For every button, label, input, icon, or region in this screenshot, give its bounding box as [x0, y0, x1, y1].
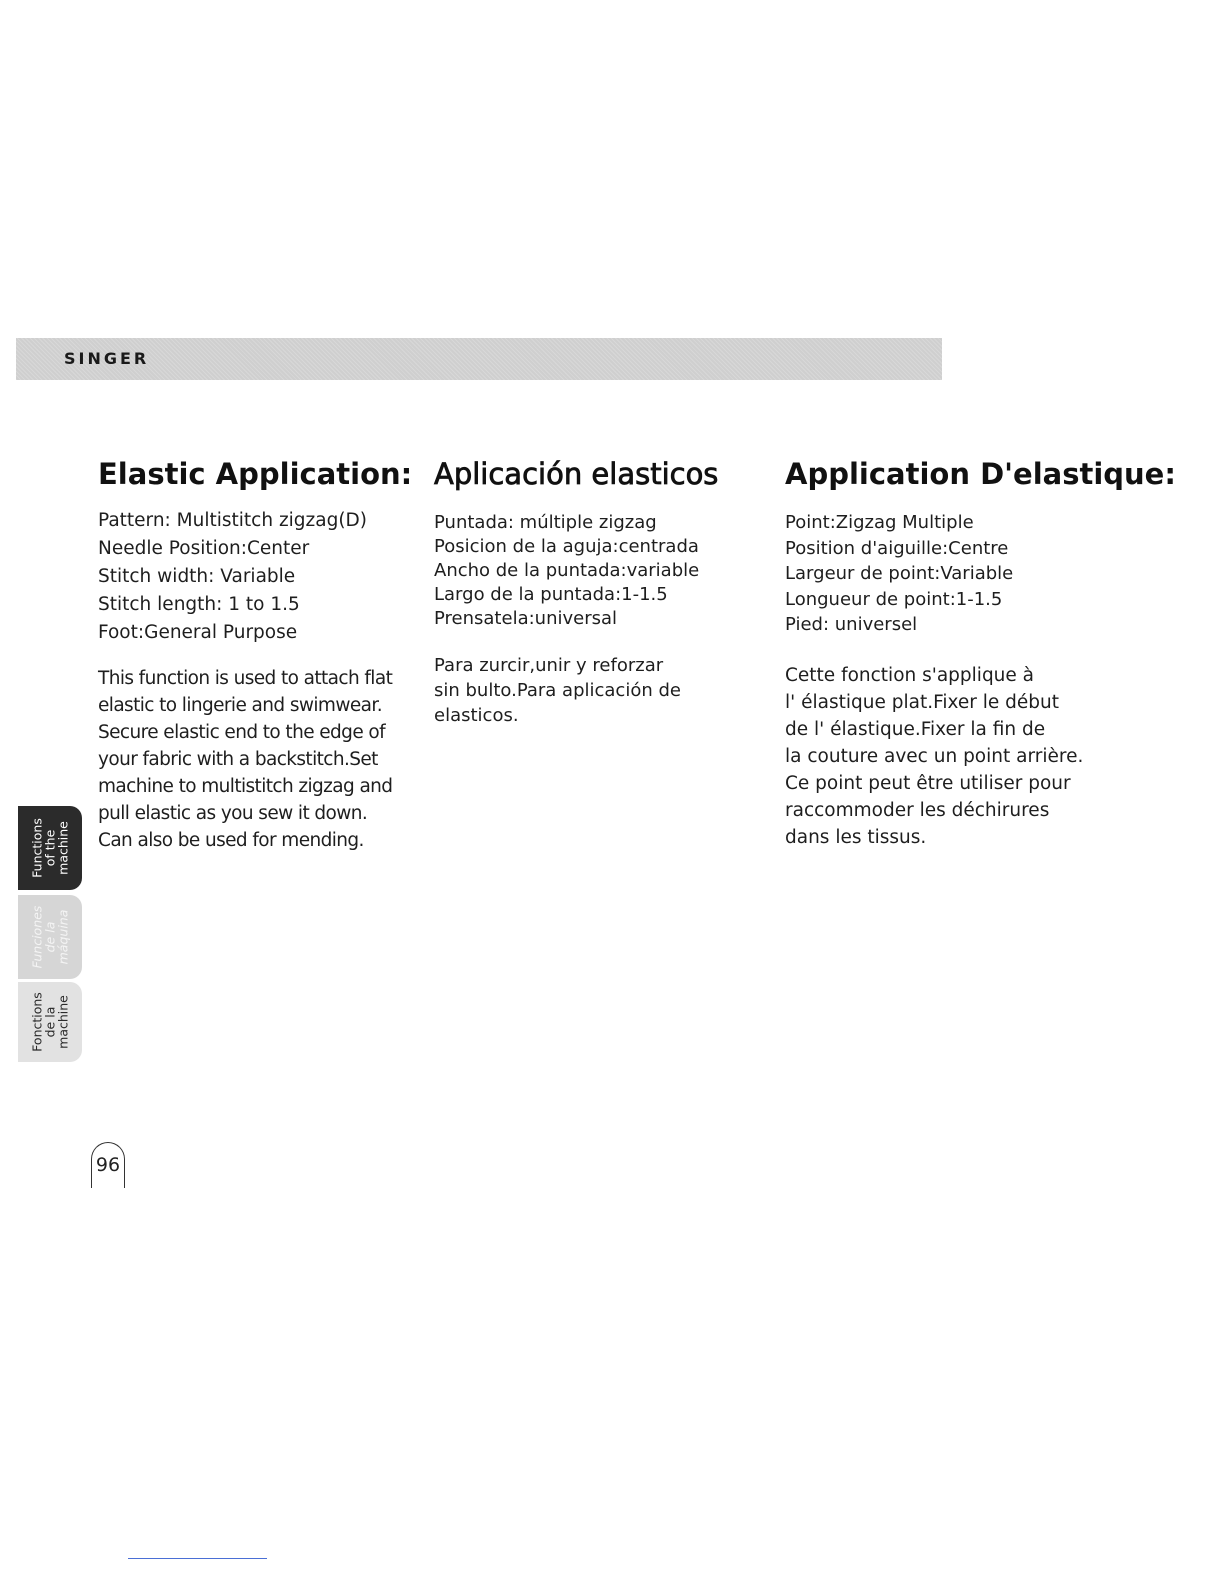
description-line: l' élastique plat.Fixer le début — [785, 691, 1060, 713]
french-column — [785, 455, 1176, 851]
side-tab-english-label — [31, 808, 70, 888]
description-line: Para zurcir,unir y reforzar — [434, 655, 664, 676]
tab-label-line: de la — [42, 1006, 58, 1038]
spec-line: Posicion de la aguja:centrada — [434, 536, 699, 557]
spanish-spec-list — [434, 511, 774, 631]
spec-line: Largo de la puntada:1-1.5 — [434, 584, 668, 605]
spec-line: Point:Zigzag Multiple — [785, 512, 974, 533]
page-number: 96 — [95, 1154, 121, 1176]
description-line: This function is used to attach flat — [98, 668, 393, 689]
spec-line: Needle Position:Center — [98, 538, 310, 559]
description-line: Can also be used for mending. — [98, 830, 364, 851]
english-column — [98, 455, 418, 854]
description-line: raccommoder les déchirures — [785, 799, 1050, 821]
tab-label-line: of the — [42, 829, 58, 867]
tab-label-line: Functions — [29, 818, 45, 878]
description-line: pull elastic as you sew it down. — [98, 803, 368, 824]
spec-line: Stitch length: 1 to 1.5 — [98, 594, 300, 615]
spec-line: Pattern: Multistitch zigzag(D) — [98, 510, 368, 531]
description-line: elastic to lingerie and swimwear. — [98, 695, 382, 716]
english-description — [98, 665, 418, 854]
side-tab-english — [18, 806, 82, 890]
side-tab-spanish-label — [31, 897, 70, 977]
brand-name: SINGER — [64, 349, 150, 368]
spec-line: Pied: universel — [785, 614, 918, 635]
spec-line: Foot:General Purpose — [98, 622, 298, 643]
description-line: Cette fonction s'applique à — [785, 664, 1035, 686]
tab-label-line: Fonctions — [29, 992, 45, 1052]
tab-label-line: machine — [55, 821, 71, 875]
description-line: la couture avec un point arrière. — [785, 745, 1084, 767]
french-description — [785, 662, 1145, 851]
description-line: Ce point peut être utiliser pour — [785, 772, 1071, 794]
tab-label-line: de la — [42, 921, 58, 953]
side-tab-french — [18, 982, 82, 1062]
spec-line: Position d'aiguille:Centre — [785, 537, 1009, 559]
tab-label-line: máquina — [55, 909, 71, 965]
english-title: Elastic Application: — [98, 457, 413, 491]
spanish-description — [434, 653, 774, 728]
bottom-divider — [128, 1558, 267, 1559]
description-line: your fabric with a backstitch.Set — [98, 749, 378, 770]
description-line: dans les tissus. — [785, 826, 927, 848]
spanish-column — [434, 455, 774, 728]
spec-line: Puntada: múltiple zigzag — [434, 512, 657, 533]
page-number-frame — [91, 1142, 125, 1188]
spec-line: Largeur de point:Variable — [785, 563, 1014, 584]
description-line: Secure elastic end to the edge of — [98, 722, 386, 743]
spec-line: Prensatela:universal — [434, 608, 618, 629]
spanish-title: Aplicación elasticos — [434, 457, 719, 491]
tab-label-line: Funciones — [29, 905, 45, 969]
side-tab-french-label — [31, 982, 70, 1062]
tab-label-line: machine — [55, 995, 71, 1049]
french-title: Application D'elastique: — [785, 457, 1176, 491]
spec-line: Stitch width: Variable — [98, 566, 296, 587]
description-line: sin bulto.Para aplicación de — [434, 680, 681, 701]
brand-header-bar — [16, 338, 942, 380]
side-tab-spanish — [18, 895, 82, 979]
description-line: machine to multistitch zigzag and — [98, 776, 393, 797]
french-spec-list — [785, 510, 1145, 638]
spec-line: Ancho de la puntada:variable — [434, 560, 700, 581]
spec-line: Longueur de point:1-1.5 — [785, 588, 1003, 610]
english-spec-list — [98, 507, 418, 647]
description-line: de l' élastique.Fixer la fin de — [785, 718, 1046, 740]
description-line: elasticos. — [434, 705, 519, 726]
